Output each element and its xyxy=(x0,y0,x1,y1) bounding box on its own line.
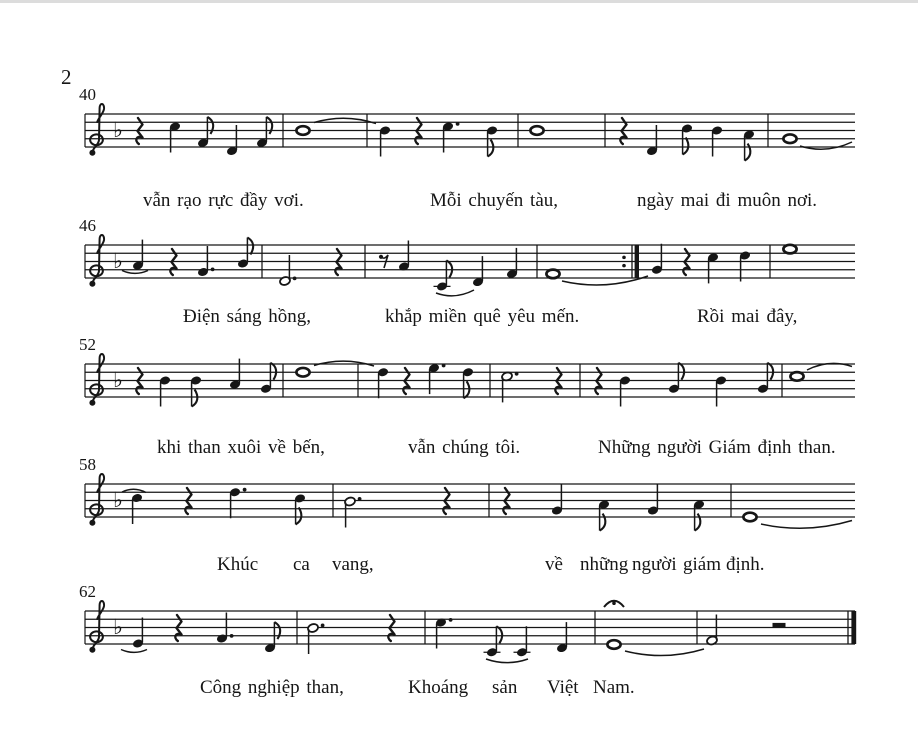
note xyxy=(619,375,631,406)
lyric-text: những xyxy=(580,554,629,575)
note xyxy=(377,367,389,398)
note xyxy=(530,126,543,135)
augmentation-dot xyxy=(321,624,325,628)
note xyxy=(514,626,531,657)
augmentation-dot xyxy=(515,372,519,376)
measure-number: 52 xyxy=(79,335,96,354)
lyric-text: Điện sáng hồng, xyxy=(183,306,312,327)
note xyxy=(743,513,756,522)
staff-system-62 xyxy=(85,601,856,663)
note xyxy=(693,499,705,530)
note xyxy=(226,125,238,156)
note xyxy=(711,125,723,156)
note xyxy=(739,250,751,281)
repeat-barline xyxy=(635,245,639,278)
tie xyxy=(436,290,474,296)
whole-notehead xyxy=(296,126,309,135)
lyric-text: ngày mai đi muôn nơi. xyxy=(637,190,818,211)
note xyxy=(743,129,755,160)
note xyxy=(434,260,453,291)
treble-clef-icon xyxy=(90,384,103,395)
note-flag xyxy=(446,260,452,277)
note-flag xyxy=(600,514,606,531)
note xyxy=(707,252,719,283)
repeat-dot xyxy=(622,256,626,260)
treble-clef-icon xyxy=(89,400,95,406)
note xyxy=(264,622,280,653)
half-rest xyxy=(773,623,786,628)
treble-clef-icon xyxy=(93,474,104,524)
treble-clef-icon xyxy=(93,104,104,154)
final-barline xyxy=(851,611,856,644)
note-flag xyxy=(496,626,502,643)
note xyxy=(296,126,309,135)
tie xyxy=(122,271,148,274)
note-flag xyxy=(296,507,302,524)
treble-clef-icon xyxy=(93,601,104,651)
note-flag xyxy=(247,238,253,255)
staff-system-46 xyxy=(85,235,855,296)
whole-notehead xyxy=(530,126,543,135)
note xyxy=(256,117,272,148)
treble-clef-icon xyxy=(90,504,103,515)
flat-sign-icon: ♭ xyxy=(113,249,123,273)
note xyxy=(715,375,727,406)
tie xyxy=(800,142,852,149)
note-flag xyxy=(266,117,272,134)
note xyxy=(783,134,796,143)
tie xyxy=(625,649,704,656)
treble-clef-icon xyxy=(89,520,95,526)
tie xyxy=(121,650,147,653)
lyric-text: vẫn chúng tôi. xyxy=(408,437,521,458)
note xyxy=(651,244,663,275)
note-flag xyxy=(488,140,494,157)
note-flag xyxy=(683,138,689,155)
note xyxy=(279,255,297,286)
lyric-text: ca xyxy=(293,554,310,575)
lyric-text: sản xyxy=(492,677,518,698)
whole-notehead xyxy=(783,134,796,143)
treble-clef-icon xyxy=(89,647,95,653)
flat-sign-icon: ♭ xyxy=(113,368,123,392)
note xyxy=(132,618,144,649)
lyric-text: về xyxy=(545,554,563,575)
note-flag xyxy=(464,381,470,398)
note-flag xyxy=(767,363,773,380)
whole-notehead xyxy=(607,640,620,649)
lyric-text: khắp miền quê yêu mến. xyxy=(385,306,580,327)
augmentation-dot xyxy=(449,618,453,622)
staff-system-58 xyxy=(85,474,855,531)
tie xyxy=(486,659,528,663)
augmentation-dot xyxy=(358,497,362,501)
note xyxy=(169,121,181,152)
treble-clef-icon xyxy=(93,354,104,404)
note xyxy=(229,359,241,390)
note-flag xyxy=(270,363,276,380)
note-flag xyxy=(678,363,684,380)
note xyxy=(296,368,309,377)
note xyxy=(506,248,518,279)
note xyxy=(501,371,519,402)
augmentation-dot xyxy=(442,364,446,368)
note xyxy=(132,240,144,271)
whole-notehead xyxy=(546,270,559,279)
note-flag xyxy=(192,390,198,407)
augmentation-dot xyxy=(211,268,215,272)
treble-clef-icon xyxy=(90,265,103,276)
note-flag xyxy=(207,117,213,134)
note-flag xyxy=(274,622,280,639)
lyric-text: khi than xuôi về bến, xyxy=(157,437,325,458)
note xyxy=(646,125,658,156)
note xyxy=(379,125,391,156)
lyric-text: Khúc xyxy=(217,554,259,575)
repeat-dot xyxy=(622,264,626,268)
lyric-text: giám xyxy=(683,554,721,575)
whole-notehead xyxy=(783,245,796,254)
note-flag xyxy=(745,144,751,161)
lyric-text: vẫn rạo rực đầy vơi. xyxy=(143,190,304,211)
flat-sign-icon: ♭ xyxy=(113,488,123,512)
note xyxy=(598,499,610,530)
lyric-text: Mỗi chuyến tàu, xyxy=(430,190,559,211)
treble-clef-icon xyxy=(89,150,95,156)
treble-clef-icon xyxy=(90,134,103,145)
note xyxy=(790,372,803,381)
note xyxy=(484,626,503,657)
measure-number: 62 xyxy=(79,582,96,601)
augmentation-dot xyxy=(230,634,234,638)
staff-system-52 xyxy=(85,354,855,407)
whole-notehead xyxy=(743,513,756,522)
note xyxy=(190,375,202,406)
note xyxy=(556,622,568,653)
note xyxy=(197,117,213,148)
note xyxy=(159,375,171,406)
whole-notehead xyxy=(790,372,803,381)
augmentation-dot xyxy=(456,122,460,126)
lyric-text: Công nghiệp than, xyxy=(200,677,344,698)
treble-clef-icon xyxy=(90,631,103,642)
note xyxy=(472,256,484,287)
lyric-text: định. xyxy=(726,554,765,575)
whole-notehead xyxy=(296,368,309,377)
note xyxy=(783,245,796,254)
augmentation-dot xyxy=(243,488,247,492)
fermata-icon xyxy=(612,601,616,605)
lyric-text: Những người Giám định than. xyxy=(598,437,836,458)
flat-sign-icon: ♭ xyxy=(113,615,123,639)
measure-number: 40 xyxy=(79,85,96,104)
measure-number: 46 xyxy=(79,216,96,235)
flat-sign-icon: ♭ xyxy=(113,118,123,142)
measure-number: 58 xyxy=(79,455,96,474)
note-flag xyxy=(695,514,701,531)
note xyxy=(462,367,474,398)
augmentation-dot xyxy=(293,277,297,281)
lyric-text: Nam. xyxy=(593,677,635,698)
note xyxy=(428,363,446,394)
lyric-text: Việt xyxy=(547,677,579,698)
treble-clef-icon xyxy=(93,235,104,285)
note xyxy=(442,121,460,152)
note xyxy=(546,270,559,279)
lyric-text: vang, xyxy=(332,554,374,575)
note xyxy=(216,613,234,644)
staff-system-40 xyxy=(85,104,855,161)
note xyxy=(607,640,620,649)
lyric-text: người xyxy=(632,554,677,575)
lyric-text: Khoáng xyxy=(408,677,469,698)
note xyxy=(486,125,498,156)
page-number: 2 xyxy=(61,65,72,89)
lyric-text: Rồi mai đây, xyxy=(697,306,798,327)
treble-clef-icon xyxy=(89,281,95,287)
tie xyxy=(761,521,852,529)
